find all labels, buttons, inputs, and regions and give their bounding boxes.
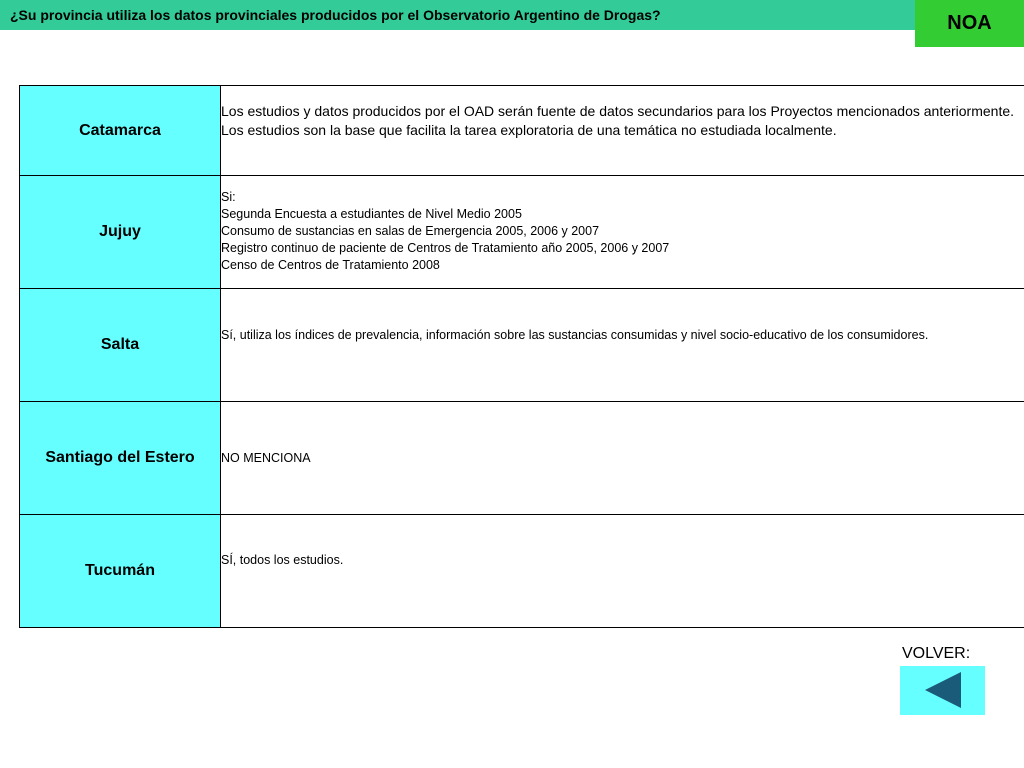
- province-answer-salta: [221, 289, 1024, 402]
- answer-line: SÍ, todos los estudios.: [221, 553, 344, 567]
- back-arrow-icon: [925, 672, 961, 708]
- answer-line: Los estudios son la base que facilita la tarea exploratoria de una temática no estudiada localmente.: [221, 122, 837, 138]
- province-answer-tucuman: [221, 515, 1024, 628]
- answer-line: Consumo de sustancias en salas de Emergencia 2005, 2006 y 2007: [221, 224, 600, 238]
- page-title: ¿Su provincia utiliza los datos provinciales producidos por el Observatorio Argentino de Drogas?: [10, 7, 661, 23]
- province-name-santiago-del-estero: Santiago del Estero: [20, 402, 221, 515]
- answer-line: Segunda Encuesta a estudiantes de Nivel Medio 2005: [221, 207, 522, 221]
- answer-line: Registro continuo de paciente de Centros de Tratamiento año 2005, 2006 y 2007: [221, 241, 670, 255]
- province-name-salta: Salta: [20, 289, 221, 402]
- answer-line: Si:: [221, 190, 236, 204]
- table-row: [20, 289, 1024, 402]
- volver-label: VOLVER:: [902, 645, 971, 662]
- province-table: [19, 85, 1024, 628]
- province-answer-santiago-del-estero: [221, 402, 1024, 515]
- answer-line: Censo de Centros de Tratamiento 2008: [221, 258, 440, 272]
- answer-line: Los estudios y datos producidos por el OAD serán fuente de datos secundarios para los Proyectos mencionados anteriormente.: [221, 103, 1015, 119]
- table-row: [20, 176, 1024, 289]
- region-badge: NOA: [915, 0, 1024, 47]
- answer-line: NO MENCIONA: [221, 451, 311, 465]
- province-answer-jujuy: [221, 176, 1024, 289]
- province-name-jujuy: Jujuy: [20, 176, 221, 289]
- back-button[interactable]: [900, 666, 985, 715]
- table-row: [20, 402, 1024, 515]
- answer-line: Sí, utiliza los índices de prevalencia, información sobre las sustancias consumidas y nivel socio-educativo de los consumidores.: [221, 328, 929, 342]
- header-bar: [0, 0, 1024, 30]
- province-name-catamarca: Catamarca: [20, 86, 221, 176]
- province-name-tucuman: Tucumán: [20, 515, 221, 628]
- table-row: [20, 86, 1024, 176]
- table-row: [20, 515, 1024, 628]
- province-answer-catamarca: [221, 86, 1024, 176]
